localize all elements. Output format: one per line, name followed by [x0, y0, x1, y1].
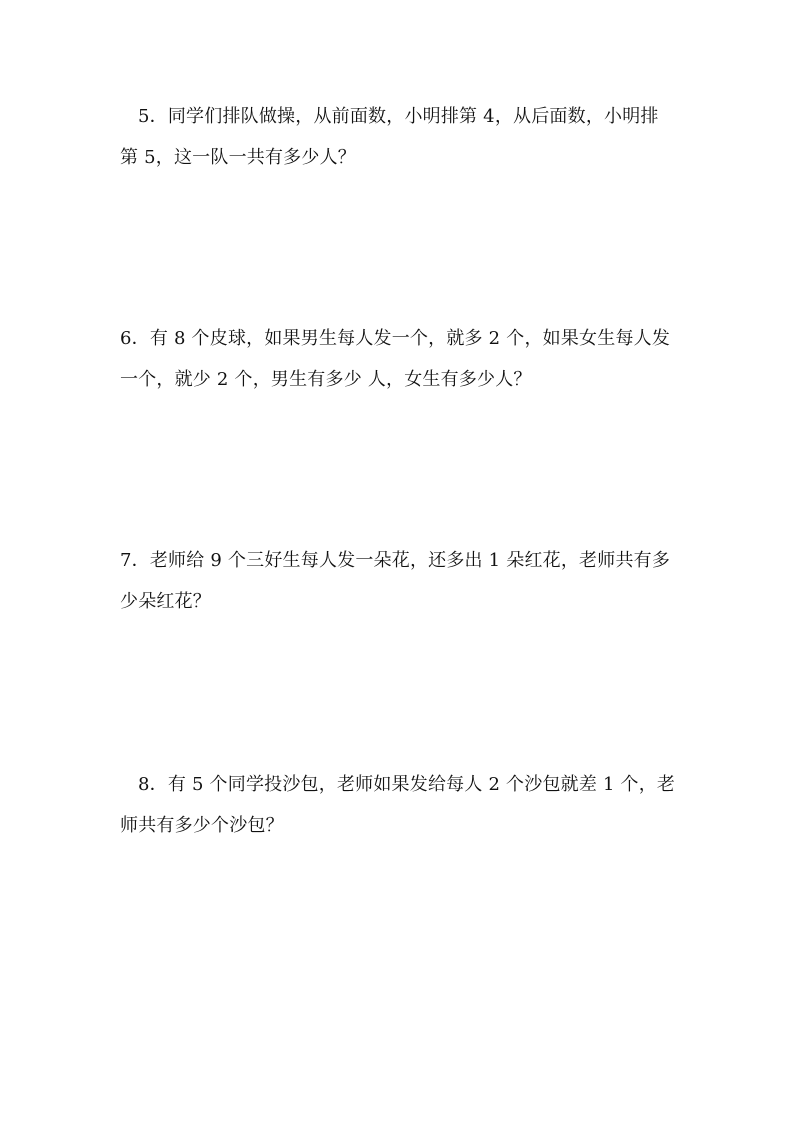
question-text-line: 第 5，这一队一共有多少人？ [120, 147, 356, 168]
question-text-line: 少朵红花？ [120, 591, 211, 612]
question-text-line: 一个，就少 2 个，男生有多少 人，女生有多少人？ [120, 369, 532, 390]
question-text-line: 师共有多少个沙包？ [120, 815, 284, 836]
question-text-line: 5．同学们排队做操，从前面数，小明排第 4，从后面数，小明排 [138, 106, 659, 127]
question-text-line: 7．老师给 9 个三好生每人发一朵花，还多出 1 朵红花，老师共有多 [120, 550, 671, 571]
question-text-line: 8．有 5 个同学投沙包，老师如果发给每人 2 个沙包就差 1 个，老 [138, 774, 676, 795]
question-text-line: 6．有 8 个皮球，如果男生每人发一个，就多 2 个，如果女生每人发 [120, 328, 671, 349]
